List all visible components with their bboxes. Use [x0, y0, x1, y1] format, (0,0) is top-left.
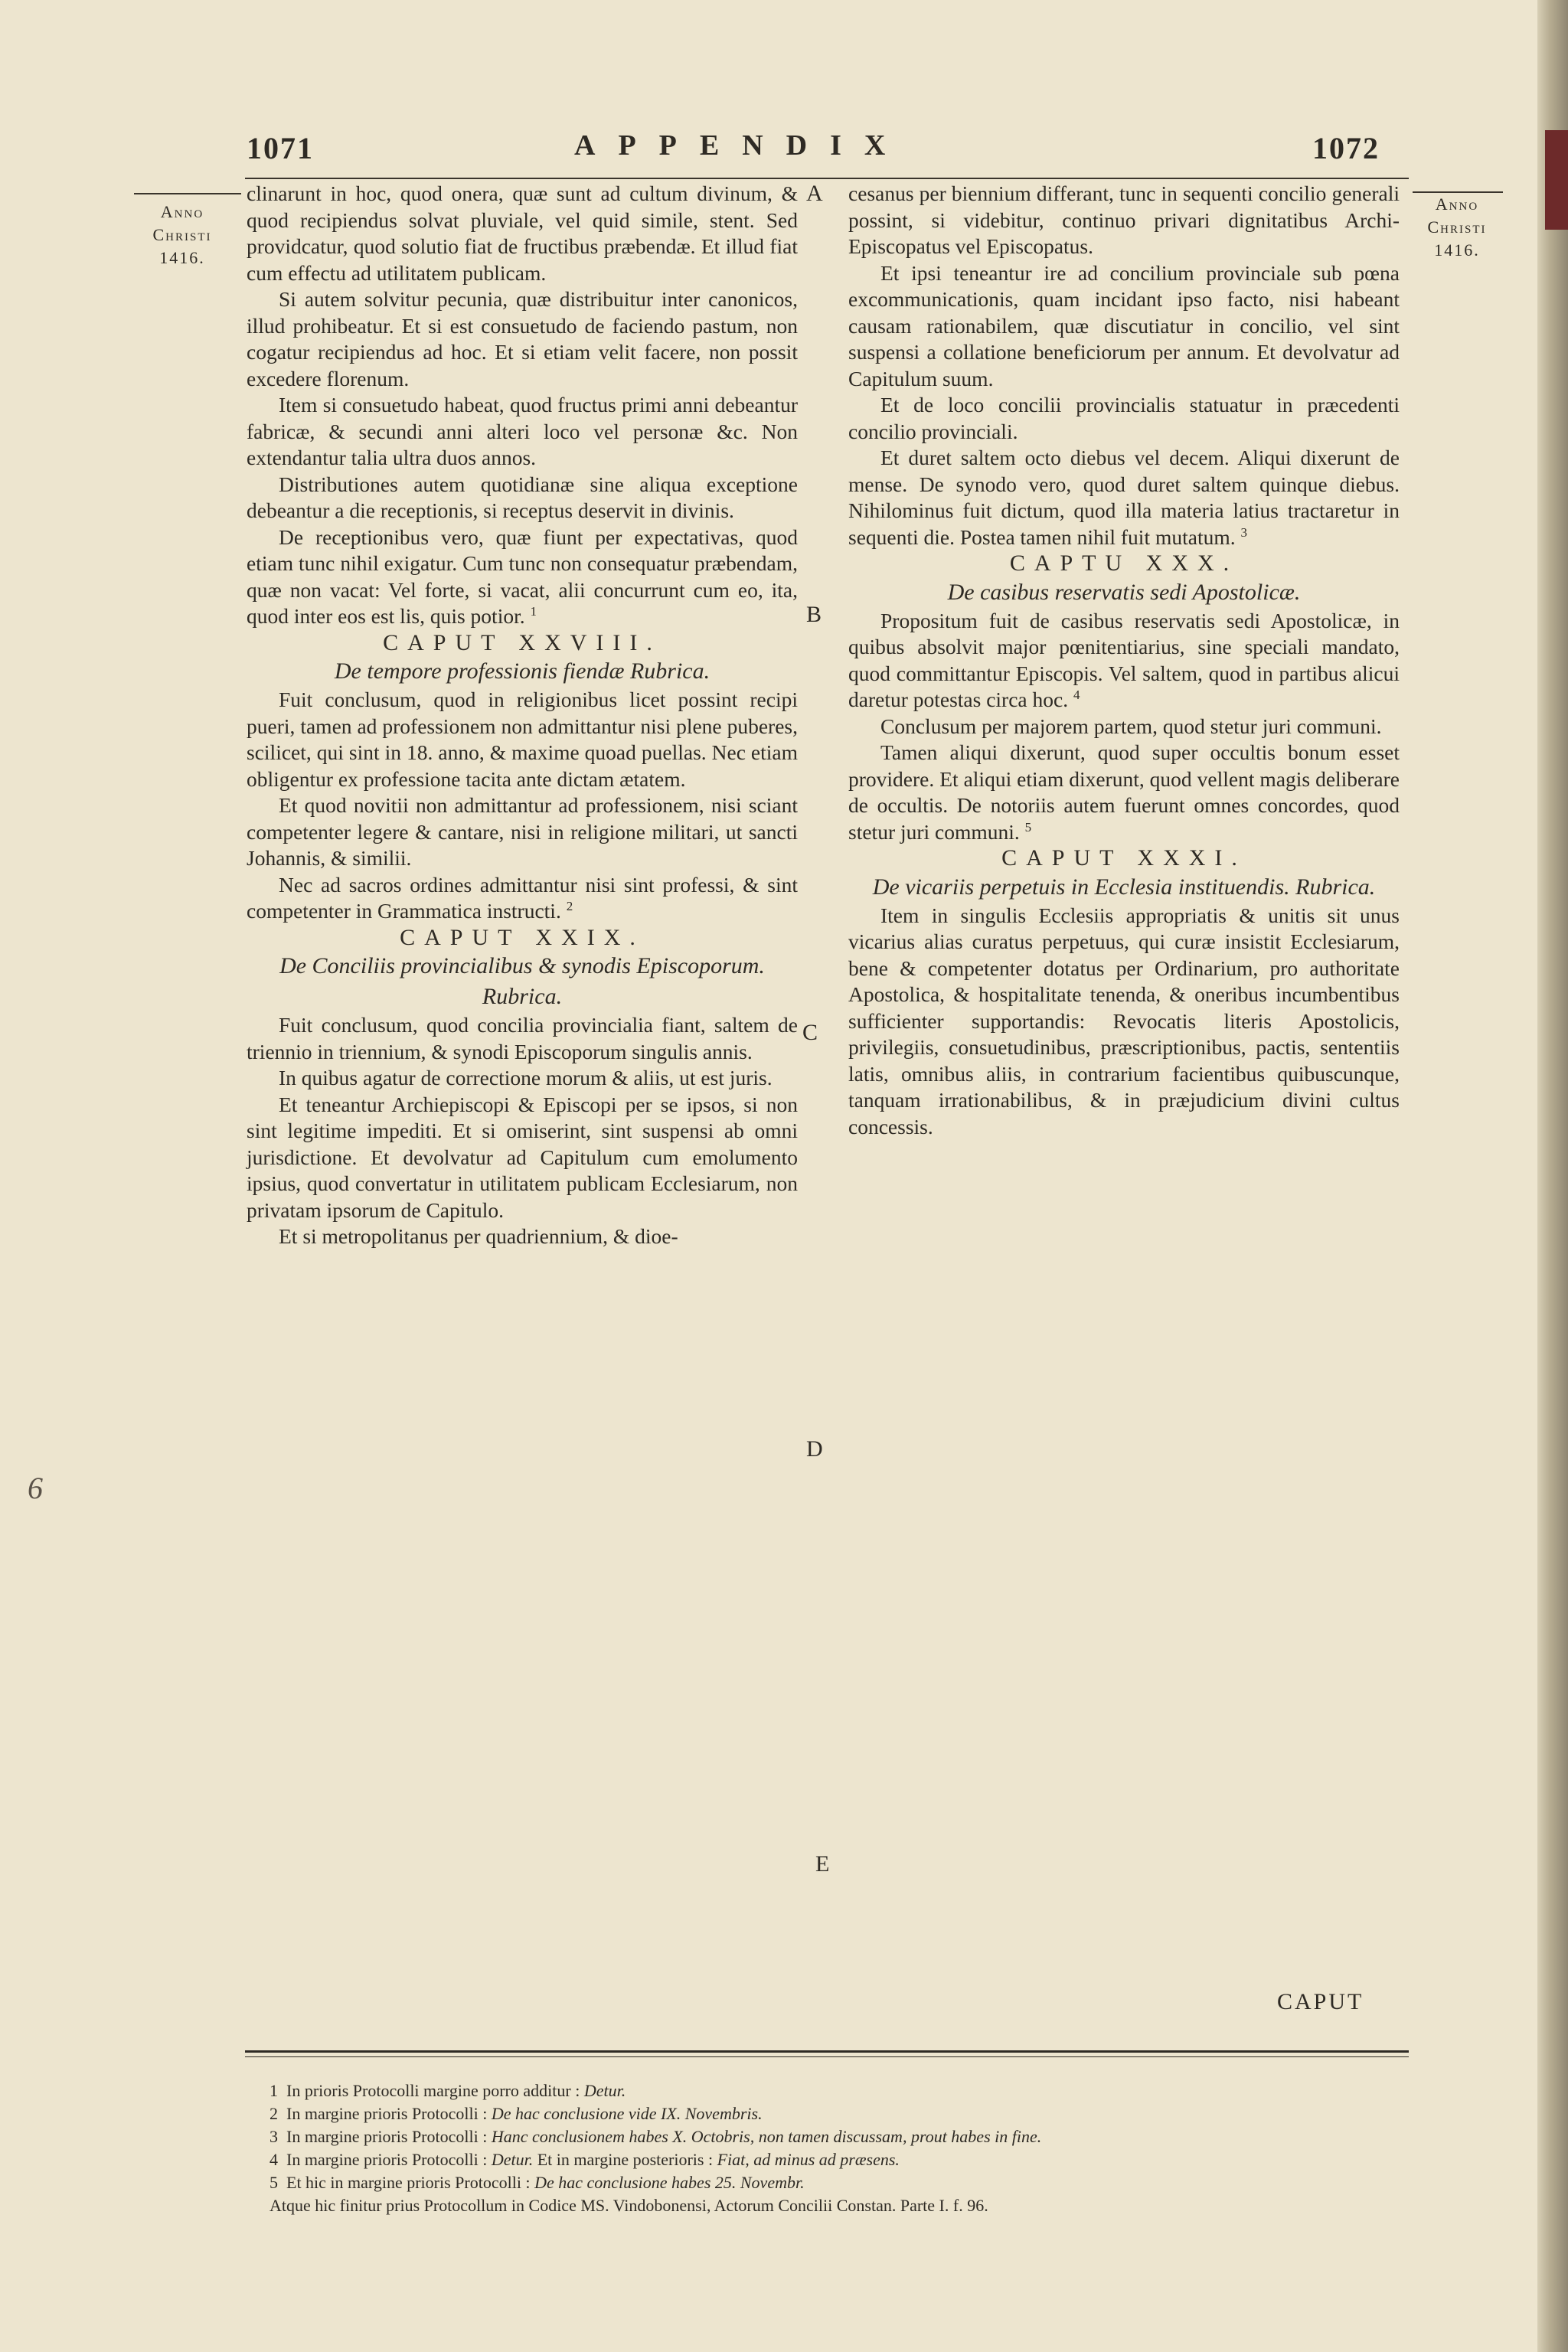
chapter-title: CAPUT XXXI.: [1001, 845, 1246, 871]
margin-tick-left: [134, 193, 241, 194]
footnote: [270, 2194, 1410, 2217]
footnote-text: Et hic in margine prioris Protocolli :: [286, 2173, 531, 2192]
footnote: [270, 2125, 1410, 2148]
footnote-text: In margine prioris Protocolli :: [286, 2150, 488, 2169]
footnote-number: 5: [270, 2173, 278, 2192]
paragraph-text: Nec ad sacros ordines admittantur nisi sint professi, & sint competenter in Grammatica instructi.: [247, 872, 798, 923]
footnote-number: 1: [270, 2081, 278, 2100]
chapter-rubric: De Conciliis provincialibus & synodis Episcoporum. Rubrica.: [279, 953, 765, 1009]
paragraph: Si autem solvitur pecunia, quæ distribuitur inter canonicos, illud prohibeatur. Et si est consuetudo de faciendo pastum, non cogatur recipiendus ad hoc. Et si etiam velit facere, non possit excedere florenum.: [247, 287, 798, 390]
chapter-rubric: De casibus reservatis sedi Apostolicæ.: [947, 579, 1301, 605]
footnote-quote: De hac conclusione habes 25. Novembr.: [534, 2173, 805, 2192]
margin-right-line2: Christi: [1427, 217, 1487, 237]
paragraph: In quibus agatur de correctione morum & aliis, ut est juris.: [279, 1066, 773, 1089]
footnote: [270, 2079, 1410, 2102]
left-column: [247, 181, 798, 1250]
right-column: [848, 181, 1400, 1140]
chapter-title: CAPUT XXIX.: [400, 924, 645, 950]
footnote-quote: De hac conclusione vide IX. Novembris.: [491, 2104, 763, 2123]
catchword: CAPUT: [1277, 1989, 1364, 2014]
margin-year-left: [129, 201, 236, 270]
pencil-mark: 6: [28, 1471, 43, 1505]
footnote-text: In margine prioris Protocolli :: [286, 2127, 488, 2146]
footnote-ref[interactable]: 3: [1240, 524, 1247, 540]
footnote-ref[interactable]: 2: [566, 898, 573, 913]
right-page-number: 1072: [1312, 131, 1380, 165]
chapter-rubric: De tempore professionis fiendæ Rubrica.: [334, 658, 710, 684]
paragraph: Item in singulis Ecclesiis appropriatis & unitis sit unus vicarius alias curatus perpetuus, qui curæ insistit Ecclesiarum, bene & competenter dotatus per Ordinarium, pro authoritate Apostolica, & hospitalitate tenenda, & oneribus incumbentibus sufficienter supportandis: Revocatis literis Apostolicis, privilegiis, consuetudinibus, præscriptionibus, pactis, sententiis latis, omnibus aliis, in contrarium facientibus quibuscunque, tanquam irrationabilibus, & in præjudicium divini cultus concessis.: [848, 903, 1400, 1138]
running-title: APPENDIX: [574, 129, 909, 162]
footnote-text: In prioris Protocolli margine porro additur :: [286, 2081, 580, 2100]
footnote-ref[interactable]: 1: [530, 603, 537, 619]
page-edge: [1537, 0, 1568, 2352]
margin-left-line1: Anno: [160, 202, 204, 221]
footnote-number: 4: [270, 2150, 278, 2169]
margin-right-line3: 1416.: [1434, 240, 1480, 260]
footnotes: [270, 2079, 1410, 2217]
footnote-quote: Fiat, ad minus ad præsens.: [717, 2150, 900, 2169]
footnote: [270, 2102, 1410, 2125]
paragraph: [848, 740, 1400, 845]
footnote-quote: Detur.: [583, 2081, 626, 2100]
footnote-ref[interactable]: 5: [1024, 819, 1032, 835]
footnote-number: 3: [270, 2127, 278, 2146]
footnote-ref[interactable]: 4: [1073, 687, 1080, 702]
margin-year-right: [1407, 193, 1507, 262]
footnote-quote: Hanc conclusionem habes X. Octobris, non tamen discussam, prout habes in fine.: [491, 2127, 1042, 2146]
footnote-rule-thin: [245, 2056, 1409, 2057]
margin-left-line3: 1416.: [159, 248, 205, 267]
paragraph: Fuit conclusum, quod concilia provincialia fiant, saltem de triennio in triennium, & synodi Episcoporum singulis annis.: [247, 1013, 798, 1063]
paragraph: Distributiones autem quotidianæ sine aliqua exceptione debeantur a die receptionis, si receptus deservit in divinis.: [247, 472, 798, 522]
paragraph: [247, 872, 798, 925]
chapter-rubric: De vicariis perpetuis in Ecclesia instituendis. Rubrica.: [872, 874, 1376, 900]
paragraph: [848, 445, 1400, 550]
paragraph: [247, 524, 798, 630]
paragraph: Et teneantur Archiepiscopi & Episcopi per se ipsos, si non sint legitime impediti. Et si omiserint, sint suspensi ab omni jurisdictione. Et devolvatur ad Capitulum cum emolumento ipsius, quod convertatur in utilitatem publicam Ecclesiarum, non privatam ipsorum de Capitulo.: [247, 1092, 798, 1222]
paragraph: Conclusum per majorem partem, quod stetur juri communi.: [880, 714, 1382, 738]
footnote: [270, 2148, 1410, 2171]
paragraph-text: Et duret saltem octo diebus vel decem. Aliqui dixerunt de mense. De synodo vero, quod duret saltem quinque diebus. Nihilominus fuit dictum, quod illa materia latius tractaretur in sequenti die. Postea tamen nihil fuit mutatum.: [848, 446, 1400, 549]
header-rule: [245, 178, 1409, 179]
footnote: [270, 2171, 1410, 2194]
paragraph: clinarunt in hoc, quod onera, quæ sunt ad cultum divinum, & quod recipiendus solvat pluviale, vel quid simile, stent. Sed providcatur, quod solutio fiat de fructibus præbendæ. Et illud fiat cum effectu ad utilitatem publicam.: [247, 181, 798, 285]
paragraph: Et ipsi teneantur ire ad concilium provinciale sub pœna excommunicationis, quam incidant ipso facto, nisi habeant causam rationabilem, quæ discutiatur in concilio, vel sint suspensi a collatione beneficiorum per annum. Et devolvatur ad Capitulum suum.: [848, 260, 1400, 390]
paragraph: Fuit conclusum, quod in religionibus licet possint recipi pueri, tamen ad professionem non admittantur nisi plene puberes, scilicet, qui sint in 18. anno, & maxime quoad puellas. Nec etiam obligentur ex professione tacita ante dictam ætatem.: [247, 688, 798, 791]
paragraph: Et si metropolitanus per quadriennium, & dioe-: [279, 1224, 678, 1248]
footnote-number: 2: [270, 2104, 278, 2123]
section-letter-c: C: [802, 1020, 818, 1045]
margin-right-line1: Anno: [1435, 194, 1479, 214]
paragraph: [848, 608, 1400, 714]
chapter-title: CAPUT XXVIII.: [383, 629, 662, 655]
footnote-quote: Detur.: [491, 2150, 534, 2169]
paragraph: cesanus per biennium differant, tunc in sequenti concilio generali possint, si videbitur, continuo privari dignitatibus Archi-Episcopatus vel Episcopatus.: [848, 181, 1400, 258]
chapter-title: CAPTU XXX.: [1009, 550, 1239, 576]
left-page-number: 1071: [247, 131, 314, 165]
section-letter-d: D: [806, 1436, 823, 1462]
section-letter-b: B: [806, 602, 822, 627]
section-letter-e: E: [815, 1851, 830, 1877]
paragraph: Et quod novitii non admittantur ad professionem, nisi sciant competenter legere & cantare, nisi in religione militari, ut sancti Johannis, & similii.: [247, 793, 798, 870]
paragraph-text: De receptionibus vero, quæ fiunt per expectativas, quod etiam tunc nihil exigatur. Cum tunc non consequatur præbendam, quæ non vacat: Vel forte, si vacat, alii concurrunt cum eo, ita, quod inter eos est lis, quis potior.: [247, 524, 798, 628]
paragraph: Et de loco concilii provincialis statuatur in præcedenti concilio provinciali.: [848, 393, 1400, 443]
page-edge-mark: [1545, 130, 1568, 230]
margin-left-line2: Christi: [152, 225, 212, 244]
footnote-text: In margine prioris Protocolli :: [286, 2104, 488, 2123]
footnote-text: Atque hic finitur prius Protocollum in Codice MS. Vindobonensi, Actorum Concilii Constan. Parte I. f. 96.: [270, 2196, 988, 2215]
paragraph: Item si consuetudo habeat, quod fructus primi anni debeantur fabricæ, & secundi anni alteri loco vel personæ &c. Non extendantur talia ultra duos annos.: [247, 393, 798, 469]
section-letter-a: A: [806, 181, 823, 206]
paragraph-text: Propositum fuit de casibus reservatis sedi Apostolicæ, in quibus absolvit major pœnitentiarius, sine speciali mandato, quod committantur Episcopis. Vel saltem, quod in partibus alicui daretur potestas circa hoc.: [848, 608, 1400, 711]
footnote-text: Et in margine posterioris :: [537, 2150, 714, 2169]
paragraph-text: Tamen aliqui dixerunt, quod super occultis bonum esset providere. Et aliqui etiam dixerunt, quod vellent magis deliberare de occultis. De notoriis autem fuerunt omnes concordes, quod stetur juri communi.: [848, 740, 1400, 844]
footnote-rule: [245, 2050, 1409, 2053]
